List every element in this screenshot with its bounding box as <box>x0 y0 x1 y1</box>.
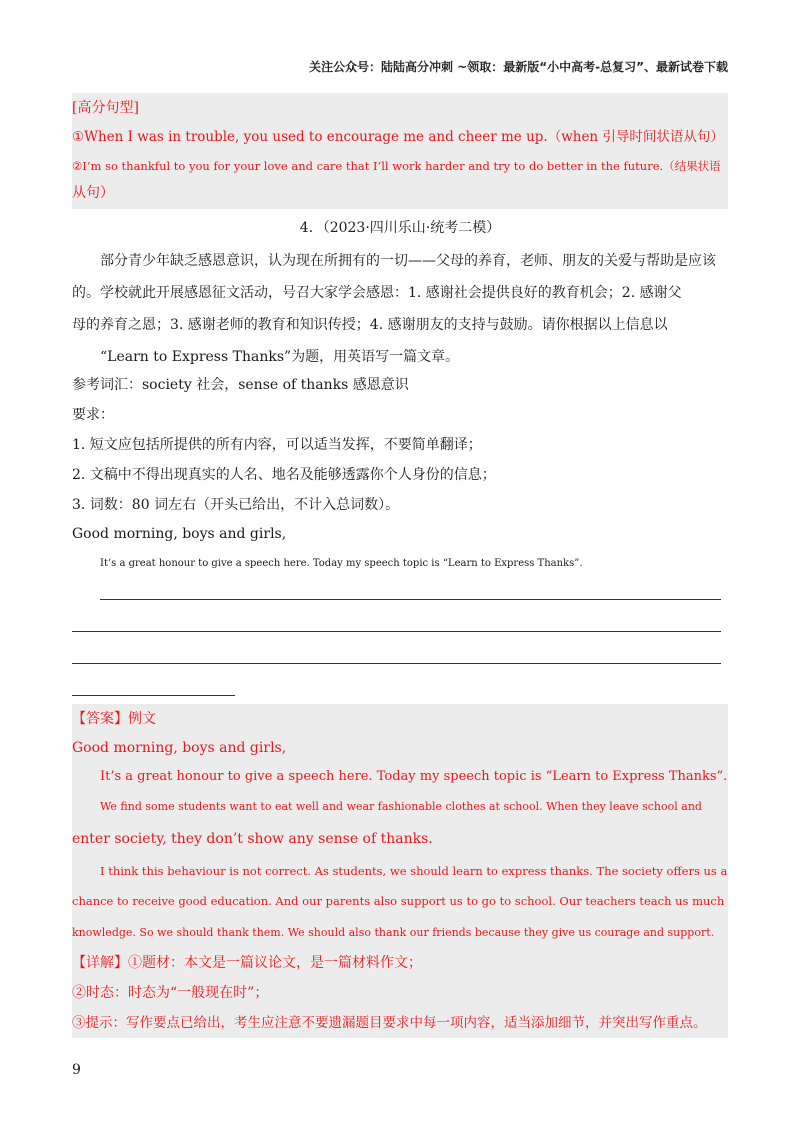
reference-vocabulary: 参考词汇：society 社会，sense of thanks 感恩意识 <box>72 377 409 393</box>
writing-line <box>100 599 721 600</box>
explanation-line: ②时态：时态为“一般现在时”； <box>72 985 269 1001</box>
sentence-patterns-box <box>72 93 728 209</box>
explanation-line: ③提示：写作要点已给出，考生应注意不要遗漏题目要求中每一项内容，适当添加细节，并突出写作重点。 <box>72 1015 707 1031</box>
requirements-heading: 要求： <box>72 407 114 423</box>
sentence-pattern-2: ②I’m so thankful to you for your love and care that I’ll work harder and try to do better in the future.（结果状语 <box>72 159 721 173</box>
answer-line: enter society, they don’t show any sense of thanks. <box>72 831 433 847</box>
essay-opening: It’s a great honour to give a speech here. Today my speech topic is “Learn to Express Thanks”. <box>100 558 583 569</box>
answer-greeting: Good morning, boys and girls, <box>72 740 287 756</box>
page-header: 关注公众号：陆陆高分冲刺 ~领取：最新版“小中高考-总复习”、最新试卷下载 <box>309 60 728 74</box>
requirement-item: 1. 短文应包括所提供的所有内容，可以适当发挥，不要简单翻译； <box>72 437 482 453</box>
sentence-pattern-1: ①When I was in trouble, you used to encourage me and cheer me up.（when 引导时间状语从句） <box>72 129 724 145</box>
answer-line: I think this behaviour is not correct. As students, we should learn to express thanks. The society offers us a <box>100 864 728 878</box>
writing-line <box>72 695 235 696</box>
answer-box <box>72 704 728 1038</box>
writing-line <box>72 631 721 632</box>
explanation-line: 【详解】①题材：本文是一篇议论文，是一篇材料作文； <box>72 955 422 971</box>
requirement-item: 2. 文稿中不得出现真实的人名、地名及能够透露你个人身份的信息； <box>72 467 496 483</box>
answer-line: knowledge. So we should thank them. We should also thank our friends because they give us courage and support. <box>72 926 715 939</box>
essay-greeting: Good morning, boys and girls, <box>72 526 287 542</box>
prompt-line: 的。学校就此开展感恩征文活动，号召大家学会感恩：1. 感谢社会提供良好的教育机会；2. 感谢父 <box>72 285 682 301</box>
sentence-pattern-2-cont: 从句） <box>72 185 114 201</box>
answer-line: We find some students want to eat well and wear fashionable clothes at school. When they leave school and <box>100 800 702 813</box>
requirement-item: 3. 词数：80 词左右（开头已给出，不计入总词数）。 <box>72 497 400 513</box>
question-prompt <box>72 245 728 373</box>
answer-line: It’s a great honour to give a speech here. Today my speech topic is “Learn to Express Thanks”. <box>100 769 728 784</box>
writing-line <box>72 663 721 664</box>
answer-line: chance to receive good education. And our parents also support us to go to school. Our teachers teach us much <box>72 894 725 908</box>
page-number: 9 <box>72 1062 81 1078</box>
prompt-line: 母的养育之恩；3. 感谢老师的教育和知识传授；4. 感谢朋友的支持与鼓励。请你根据以上信息以 <box>72 317 668 333</box>
sentence-patterns-heading: [高分句型] <box>72 100 139 116</box>
answer-label: 【答案】例文 <box>72 711 156 727</box>
prompt-line: 部分青少年缺乏感恩意识，认为现在所拥有的一切——父母的养育，老师、朋友的关爱与帮助是应该 <box>100 253 716 269</box>
question-title: 4．（2023·四川乐山·统考二模） <box>299 220 501 236</box>
prompt-line: “Learn to Express Thanks”为题，用英语写一篇文章。 <box>100 349 460 365</box>
